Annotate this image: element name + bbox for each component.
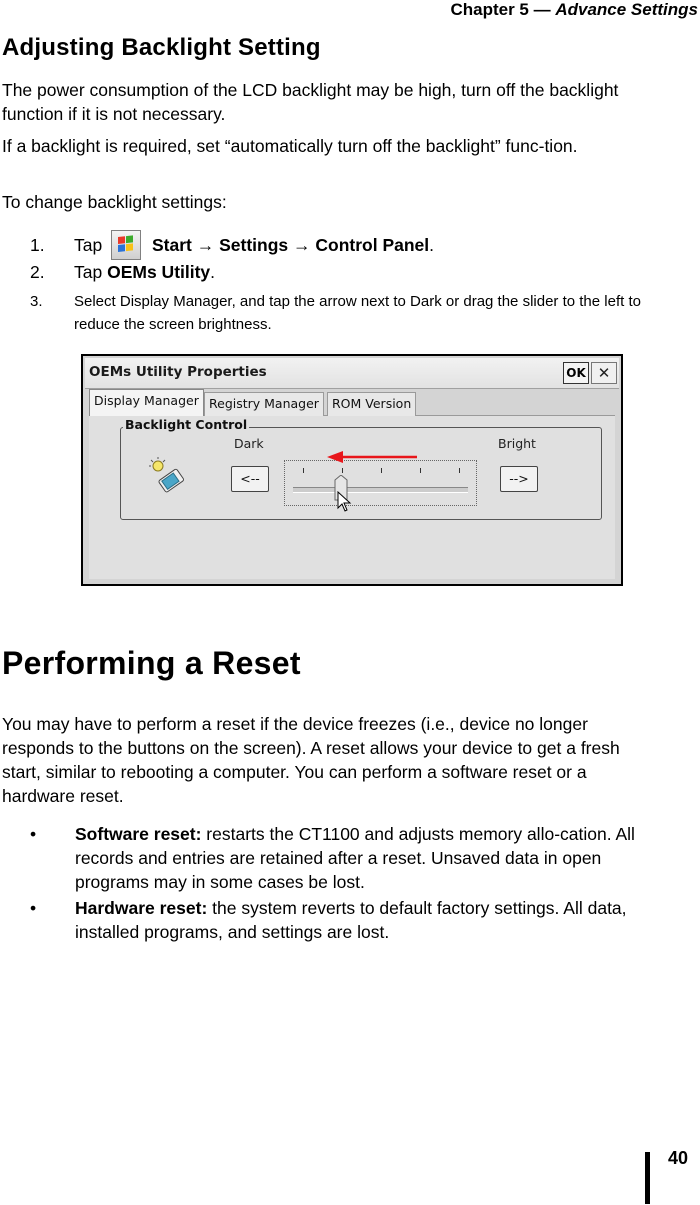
lightbulb-device-icon xyxy=(147,456,191,498)
bullet-text xyxy=(75,896,655,944)
dialog-title: OEMs Utility Properties xyxy=(89,364,267,380)
page-bar xyxy=(645,1152,650,1204)
paragraph-power: The power consumption of the LCD backlight may be high, turn off the backlight function if it is not necessary. xyxy=(2,80,619,124)
group-label: Backlight Control xyxy=(125,417,248,432)
slider-tick xyxy=(420,468,421,473)
bullet-bold: Hardware reset: xyxy=(75,898,208,918)
step-2 xyxy=(30,260,215,284)
start-label: Start xyxy=(151,235,192,255)
chapter-header xyxy=(450,0,698,20)
oems-utility-label: OEMs Utility xyxy=(107,262,211,282)
tab-display-manager[interactable]: Display Manager xyxy=(89,389,204,416)
period: . xyxy=(429,235,435,255)
period: . xyxy=(210,262,216,282)
section-title-reset: Performing a Reset xyxy=(2,645,301,681)
paragraph-change-settings: To change backlight settings: xyxy=(2,192,227,212)
close-button[interactable]: ✕ xyxy=(591,362,617,384)
control-panel-label: Control Panel xyxy=(315,235,430,255)
bright-label: Bright xyxy=(498,436,536,451)
arrow-icon: → xyxy=(196,235,215,255)
arrow-icon: → xyxy=(293,235,311,255)
tab-registry-manager[interactable]: Registry Manager xyxy=(204,392,324,416)
windows-start-icon xyxy=(111,230,141,260)
slider-tick xyxy=(303,468,304,473)
bullet-dot: • xyxy=(30,824,37,844)
dark-label: Dark xyxy=(234,436,264,451)
chapter-label: Chapter 5 — xyxy=(450,0,551,19)
slider-tick xyxy=(459,468,460,473)
increase-brightness-button[interactable]: --> xyxy=(500,466,538,492)
bullet-dot: • xyxy=(30,898,37,918)
settings-label: Settings xyxy=(219,235,289,255)
mouse-cursor-icon xyxy=(337,491,353,513)
chapter-title: Advance Settings xyxy=(555,0,698,19)
section-title-backlight: Adjusting Backlight Setting xyxy=(2,34,321,61)
tab-rom-version[interactable]: ROM Version xyxy=(327,392,416,416)
red-arrow-indicator xyxy=(327,448,419,460)
step-1 xyxy=(30,230,434,260)
slider-track xyxy=(293,487,468,493)
step-number: 2. xyxy=(30,262,45,282)
step-number: 3. xyxy=(30,293,43,310)
bullet-bold: Software reset: xyxy=(75,824,202,844)
step-prefix: Tap xyxy=(74,262,103,282)
bullet-body: the system reverts to default factory settings. All data, installed programs, and settings are lost. xyxy=(75,898,627,942)
paragraph-reset-intro: You may have to perform a reset if the device freezes (i.e., device no longer responds to the buttons on the screen). A reset allows your device to get a fresh start, similar to rebooting a computer. You can perform a software reset or a hardware reset. xyxy=(2,714,620,806)
decrease-brightness-button[interactable]: <-- xyxy=(231,466,269,492)
oems-utility-dialog xyxy=(81,354,623,586)
ok-button[interactable]: OK xyxy=(563,362,589,384)
slider-tick xyxy=(381,468,382,473)
step-prefix: Tap xyxy=(74,235,103,255)
dialog-titlebar xyxy=(85,358,619,389)
page-number: 40 xyxy=(668,1148,689,1168)
paragraph-backlight-required: If a backlight is required, set “automatically turn off the backlight” func-tion. xyxy=(2,136,578,156)
bullet-text xyxy=(75,822,655,894)
bullet-body: restarts the CT1100 and adjusts memory allo-cation. All records and entries are retained after a reset. Unsaved data in open programs may in some cases be lost. xyxy=(75,824,635,892)
step-number: 1. xyxy=(30,235,45,255)
step-text: Select Display Manager, and tap the arrow next to Dark or drag the slider to the left to reduce the screen brightness. xyxy=(74,293,641,333)
brightness-slider[interactable] xyxy=(284,460,477,506)
slider-tick xyxy=(342,468,343,473)
